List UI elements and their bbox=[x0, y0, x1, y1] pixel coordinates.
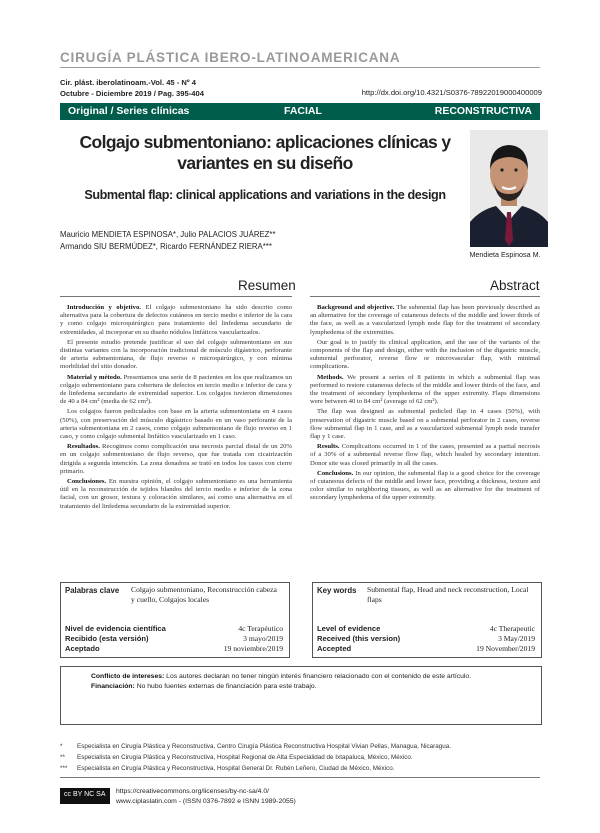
resumen-paragraph: Material y método. Presentamos una serie de 8 pacientes en los que realizamos un colgajo submentoniano para cobertura de defectos en tercio medio e inferior de cara y de linfedema secundario de extremidad superior. Los colgajos tuvieron dimensiones de 40 a 84 cm² (media de 62 cm²). bbox=[60, 373, 292, 406]
journal-title: CIRUGÍA PLÁSTICA IBERO-LATINOAMERICANA bbox=[60, 50, 401, 65]
header-divider bbox=[60, 67, 540, 68]
footnote: *** Especialista en Cirugía Plástica y Reconstructiva, Hospital General Dr. Rubén Leñero, Ciudad de México, México. bbox=[60, 765, 395, 772]
author-portrait-icon bbox=[470, 130, 548, 247]
accepted-row: Accepted 19 November/2019 bbox=[317, 644, 535, 653]
photo-caption: Mendieta Espinosa M. bbox=[469, 250, 541, 259]
resumen-paragraph: Los colgajos fueron pediculados con base en la arteria submentoniana en 4 casos (50%), con preservación del músculo digástrico basado en un vaso perforante de la arteria submentoniana en 2 casos, como colgajo submentoniano de flujo reverso en 1 caso, y como colgajo submental linfático vascularizado en 1 caso. bbox=[60, 408, 292, 441]
cc-license-icon[interactable]: cc BY NC SA bbox=[60, 788, 110, 804]
abstract-paragraph: Conclusions. In our opinion, the submental flap is a good choice for the coverage of cutaneous defects of the middle and lower face, providing a thickness, texture and color similar to neighboring tissues, as well as an alternative for the treatment of secondary lymphedema of the upper extremity. bbox=[310, 469, 540, 502]
title-english: Submental flap: clinical applications and variations in the design bbox=[84, 188, 446, 202]
abstract-paragraph: The flap was designed as submental pedicled flap in 4 cases (50%), with preservation of digastric muscle based on a submental perforator in 2 cases, reverse flow submental flap in 1 case, and as a vascularized submental lymph node transfer flap y 1 case. bbox=[310, 408, 540, 441]
abstract-paragraph: Our goal is to justify its clinical application, and the use of the variants of the components of the flap and design, either with the inclusion of the digastric muscle, submental perforator, reverse flow or microvascular flap, with minimal complications. bbox=[310, 338, 540, 371]
band-facial: FACIAL bbox=[284, 105, 322, 117]
abstract-body bbox=[310, 304, 540, 505]
abstract-paragraph: Methods. We present a series of 8 patients in which a submental flap was performed to restore cutaneous defects of the middle and lower thirds of the face, and the treatment of secondary lymphedema of the upper extremity. Flaps dimensions were between 40 to 84 cm² (average of 62 cm²). bbox=[310, 373, 540, 406]
conflict-of-interest: Conflicto de intereses: Los autores declaran no tener ningún interés financiero relacionado con el contenido de este artículo. bbox=[91, 673, 472, 680]
resumen-paragraph: El presente estudio pretende justificar el uso del colgajo submentoniano en sus distintas variantes con la incorporación tradicional de músculo digástrico, perforante de arteria submentoniana, de flujo reverso o microquirúrgico, y con mínima morbilidad del sitio donador. bbox=[60, 338, 292, 371]
funding: Financiación: No hubo fuentes externas de financiación para este trabajo. bbox=[91, 683, 317, 690]
evidence-row: Level of evidence 4c Therapeutic bbox=[317, 624, 535, 633]
keywords-label: Palabras clave bbox=[65, 586, 120, 595]
accepted-row: Aceptado 19 noviembre/2019 bbox=[65, 644, 283, 653]
keywords-box-english bbox=[312, 582, 542, 658]
title-spanish bbox=[70, 132, 460, 174]
license-url[interactable]: https://creativecommons.org/licenses/by-nc-sa/4.0/ bbox=[116, 788, 269, 795]
citation bbox=[60, 77, 204, 99]
resumen-paragraph: Introducción y objetivo. El colgajo submentoniano ha sido descrito como alternativa para la cobertura de defectos cutáneos en tercio medio e inferior de la cara y como colgajo microquirúrgico para tratamiento del linfedema secundario de extremidades, al incorporar en su diseño nódulos linfáticos vascularizados. bbox=[60, 304, 292, 336]
footnote: ** Especialista en Cirugía Plástica y Reconstructiva, Hospital Regional de Alta Especialidad de Ixtapaluca, México, México. bbox=[60, 754, 413, 761]
author-list bbox=[60, 229, 420, 253]
evidence-row: Nivel de evidencia científica 4c Terapéutico bbox=[65, 624, 283, 633]
footnote: * Especialista en Cirugía Plástica y Reconstructiva, Centro Cirugía Plástica Reconstructiva Hospital Vivian Pellas, Managua, Nicaragua. bbox=[60, 743, 452, 750]
abstract-heading: Abstract bbox=[490, 278, 540, 293]
resumen-rule bbox=[60, 296, 292, 297]
band-article-type: Original / Series clínicas bbox=[68, 105, 190, 117]
doi-link[interactable]: http://dx.doi.org/10.4321/S0376-78922019000400009 bbox=[361, 88, 542, 97]
citation-volume: Cir. plást. iberolatinoam.-Vol. 45 - Nº 4 bbox=[60, 78, 196, 87]
keywords-text: Colgajo submentoniano, Reconstrucción cabeza y cuello, Colgajos locales bbox=[131, 585, 277, 604]
authors-line-1: Mauricio MENDIETA ESPINOSA*, Julio PALACIOS JUÁREZ** bbox=[60, 230, 276, 239]
resumen-paragraph: Conclusiones. En nuestra opinión, el colgajo submentoniano es una herramienta útil en la reconstrucción de tejidos blandos del tercio medio e inferior de la zona facial, con un grosor, textura y coloración similares, así como una alternativa en el tratamiento del linfedema secundario de la extremidad superior. bbox=[60, 478, 292, 510]
abstract-rule bbox=[310, 296, 540, 297]
title-spanish-line-2: variantes en su diseño bbox=[177, 153, 353, 173]
footnote-divider bbox=[60, 777, 540, 778]
received-row: Received (this version) 3 May/2019 bbox=[317, 634, 535, 643]
section-band bbox=[60, 103, 540, 120]
site-issn: www.ciplaslatin.com - (ISSN 0376-7892 e ISNN 1989-2055) bbox=[116, 798, 296, 805]
band-reconstructive: RECONSTRUCTIVA bbox=[434, 105, 532, 117]
author-photo bbox=[470, 130, 548, 247]
authors-line-2: Armando SIU BERMÚDEZ*, Ricardo FERNÁNDEZ RIERA*** bbox=[60, 242, 272, 251]
title-spanish-line-1: Colgajo submentoniano: aplicaciones clínicas y bbox=[79, 132, 451, 152]
citation-pages: Octubre - Diciembre 2019 / Pag. 395-404 bbox=[60, 89, 204, 98]
abstract-paragraph: Background and objective. The submental flap has been previously described as an alternative for the coverage of cutaneous defects of the middle and lower thirds of the face, as well as a vascularized lymph node flap for the treatment of secondary lymphedema of the extremities. bbox=[310, 304, 540, 336]
resumen-heading: Resumen bbox=[238, 278, 296, 293]
conflict-box bbox=[60, 666, 542, 725]
resumen-body bbox=[60, 304, 292, 513]
abstract-paragraph: Results. Complications occurred in 1 of the cases, presented as a partial necrosis of a 30% of a submental reverse flow flap, which healed by secondary intention. Donor site was closed primarily in all the cases. bbox=[310, 443, 540, 467]
keywords-box-spanish bbox=[60, 582, 290, 658]
received-row: Recibido (esta versión) 3 mayo/2019 bbox=[65, 634, 283, 643]
keywords-label: Key words bbox=[317, 586, 357, 595]
keywords-text: Submental flap, Head and neck reconstruction, Local flaps bbox=[367, 585, 529, 604]
resumen-paragraph: Resultados. Recogimos como complicación una necrosis parcial distal de un 20% en un colgajo submentoniano de flujo reverso, que fue tratada con cicatrización dirigida a segunda intención. La zona donadora se trató en todos los casos con cierre primario. bbox=[60, 443, 292, 475]
